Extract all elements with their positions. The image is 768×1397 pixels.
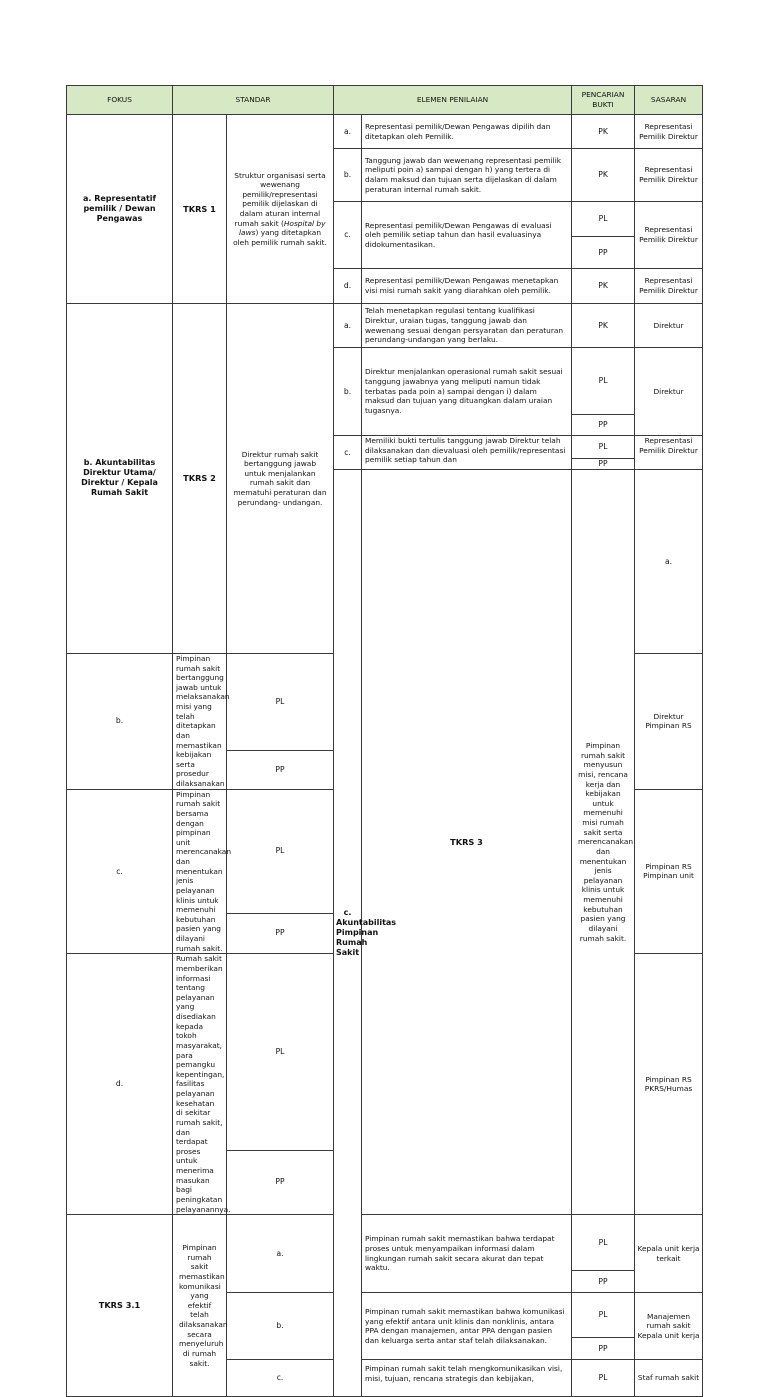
sasaran-cell: Representasi Pemilik Direktur xyxy=(635,115,703,149)
fokus-a: a. Representatif pemilik / Dewan Pengawas xyxy=(67,115,173,304)
element-letter: b. xyxy=(67,653,173,789)
standard-code-tkrs1: TKRS 1 xyxy=(173,115,227,304)
fokus-b: b. Akuntabilitas Direktur Utama/ Direktur / Kepala Rumah Sakit xyxy=(67,304,173,654)
evidence-code: PL xyxy=(572,202,635,237)
evidence-code: PL xyxy=(572,348,635,415)
element-letter: c. xyxy=(67,789,173,954)
element-letter: a. xyxy=(635,470,703,654)
evidence-code: PL xyxy=(572,436,635,459)
sasaran-cell: Staf rumah sakit xyxy=(635,1360,703,1397)
element-text: Pimpinan rumah sakit bersama dengan pimpinan unit merencanakan dan menentukan jenis pelayanan klinis untuk memenuhi kebutuhan pasien yang dilayani rumah sakit. xyxy=(173,789,227,954)
desc-part: ) yang ditetapkan oleh pemilik rumah sakit. xyxy=(233,228,327,247)
header-pencarian-line1: PENCARIAN xyxy=(581,90,625,100)
element-text: Pimpinan rumah sakit memastikan bahwa komunikasi yang efektif antara unit klinis dan nonklinis, antara PPA dengan manajemen, antar PPA dengan pasien dan keluarga serta antar staf telah dilaksanakan. xyxy=(362,1293,572,1360)
evidence-code: PK xyxy=(572,115,635,149)
element-text: Tanggung jawab dan wewenang representasi pemilik meliputi poin a) sampai dengan h) yang tertera di dalam maksud dan tujuan serta dijelaskan di dalam peraturan internal rumah sakit. xyxy=(362,149,572,202)
sasaran-cell: Representasi Pemilik Direktur xyxy=(635,202,703,269)
element-letter: b. xyxy=(334,348,362,436)
element-text xyxy=(362,1360,572,1397)
sasaran-cell: Direktur xyxy=(635,348,703,436)
sasaran-cell xyxy=(635,436,703,470)
element-letter: a. xyxy=(227,1215,334,1293)
sasaran-cell: Direktur Pimpinan RS xyxy=(635,653,703,789)
standard-code-tkrs3: TKRS 3 xyxy=(362,470,572,1215)
element-letter: c. xyxy=(334,202,362,269)
sasaran-cell: Kepala unit kerja terkait xyxy=(635,1215,703,1293)
table-row xyxy=(67,1215,703,1271)
evidence-code: PL xyxy=(572,1360,635,1397)
evidence-code: PP xyxy=(572,237,635,269)
sasaran-cell: Pimpinan RS Pimpinan unit xyxy=(635,789,703,954)
table-row xyxy=(67,115,703,149)
element-letter: c. xyxy=(334,436,362,470)
element-letter: a. xyxy=(334,304,362,348)
element-text: Rumah sakit memberikan informasi tentang pelayanan yang disediakan kepada tokoh masyarakat, para pemangku kepentingan, fasilitas pelayanan kesehatan di sekitar rumah sakit, dan terdapat proses untuk menerima masukan bagi peningkatan pelayanannya. xyxy=(173,954,227,1215)
evidence-code: PL xyxy=(572,1293,635,1338)
evidence-code: PK xyxy=(572,149,635,202)
table-row xyxy=(67,304,703,348)
element-text xyxy=(362,436,572,470)
element-text: Pimpinan rumah sakit bertanggung jawab untuk melaksanakan misi yang telah ditetapkan dan memastikan kebijakan serta prosedur dilaksanakan xyxy=(173,653,227,789)
element-text: Representasi pemilik/Dewan Pengawas dipilih dan ditetapkan oleh Pemilik. xyxy=(362,115,572,149)
element-text: Representasi pemilik/Dewan Pengawas di evaluasi oleh pemilik setiap tahun dan hasil evaluasinya didokumentasikan. xyxy=(362,202,572,269)
evidence-code: PK xyxy=(572,269,635,304)
element-text-clip: Pimpinan rumah sakit telah mengkomunikasikan visi, misi, tujuan, rencana strategis dan kebijakan, xyxy=(365,1364,563,1383)
element-letter: b. xyxy=(227,1293,334,1360)
header-sasaran: SASARAN xyxy=(635,86,703,115)
evidence-code: PL xyxy=(227,954,334,1150)
evidence-code: PP xyxy=(572,458,635,469)
sasaran-cell: Pimpinan RS PKRS/Humas xyxy=(635,954,703,1215)
element-text: Telah menetapkan regulasi tentang kualifikasi Direktur, uraian tugas, tanggung jawab dan wewenang sesuai dengan persyaratan dan peraturan perundang-undangan yang berlaku. xyxy=(362,304,572,348)
sasaran-cell: Representasi Pemilik Direktur xyxy=(635,149,703,202)
element-letter: d. xyxy=(334,269,362,304)
evidence-code: PP xyxy=(227,913,334,954)
standard-desc-tkrs3: Pimpinan rumah sakit menyusun misi, rencana kerja dan kebijakan untuk memenuhi misi rumah sakit serta merencanakan dan menentukan jenis pelayanan klinis untuk memenuhi kebutuhan pasien yang dilayani rumah sakit. xyxy=(572,470,635,1215)
element-letter: d. xyxy=(67,954,173,1215)
desc-part: Struktur organisasi serta wewenang pemilik/representasi pemilik dijelaskan di dalam aturan internal rumah sakit ( xyxy=(234,170,326,228)
evidence-code: PL xyxy=(227,653,334,750)
element-text: Representasi pemilik/Dewan Pengawas menetapkan visi misi rumah sakit yang diarahkan oleh pemilik. xyxy=(362,269,572,304)
element-letter: c. xyxy=(227,1360,334,1397)
header-standar: STANDAR xyxy=(173,86,334,115)
evidence-code: PK xyxy=(572,304,635,348)
standards-table xyxy=(66,85,703,1397)
evidence-code: PL xyxy=(572,1215,635,1271)
standard-desc-tkrs3-1: Pimpinan rumah sakit memastikan komunikasi yang efektif telah dilaksanakan secara menyeluruh di rumah sakit. xyxy=(173,1215,227,1397)
evidence-code: PP xyxy=(227,1150,334,1215)
sasaran-cell: Manajemen rumah sakit Kepala unit kerja xyxy=(635,1293,703,1360)
evidence-code: PL xyxy=(227,789,334,913)
fokus-c: c. Akuntabilitas Pimpinan Rumah Sakit xyxy=(334,470,362,1397)
sasaran-clip: Representasi Pemilik Direktur xyxy=(639,436,698,455)
evidence-code: PP xyxy=(572,1271,635,1293)
element-text-clip: Memiliki bukti tertulis tanggung jawab Direktur telah dilaksanakan dan dievaluasi oleh pemilik/representasi pemilik setiap tahun dan xyxy=(365,436,566,465)
header-elemen-penilaian: ELEMEN PENILAIAN xyxy=(334,86,572,115)
header-fokus: FOKUS xyxy=(67,86,173,115)
sasaran-cell: Direktur xyxy=(635,304,703,348)
header-pencarian-bukti xyxy=(572,86,635,115)
standard-desc-tkrs1 xyxy=(227,115,334,304)
desc-italic: Hospital by laws xyxy=(238,218,326,238)
element-text: Pimpinan rumah sakit memastikan bahwa terdapat proses untuk menyampaikan informasi dalam lingkungan rumah sakit secara akurat dan tepat waktu. xyxy=(362,1215,572,1293)
sasaran-cell: Representasi Pemilik Direktur xyxy=(635,269,703,304)
standard-code-tkrs2: TKRS 2 xyxy=(173,304,227,654)
element-text: Direktur menjalankan operasional rumah sakit sesuai tanggung jawabnya yang meliputi namun tidak terbatas pada poin a) sampai dengan i) dalam maksud dan tujuan yang dituangkan dalam uraian tugasnya. xyxy=(362,348,572,436)
element-letter: b. xyxy=(334,149,362,202)
evidence-code: PP xyxy=(572,1338,635,1360)
standard-desc-tkrs2: Direktur rumah sakit bertanggung jawab untuk menjalankan rumah sakit dan mematuhi peraturan dan perundang- undangan. xyxy=(227,304,334,654)
standard-code-tkrs3-1: TKRS 3.1 xyxy=(67,1215,173,1397)
evidence-code: PP xyxy=(572,415,635,436)
evidence-code: PP xyxy=(227,751,334,789)
element-letter: a. xyxy=(334,115,362,149)
table-header-row xyxy=(67,86,703,115)
header-pencarian-line2: BUKTI xyxy=(592,100,614,109)
